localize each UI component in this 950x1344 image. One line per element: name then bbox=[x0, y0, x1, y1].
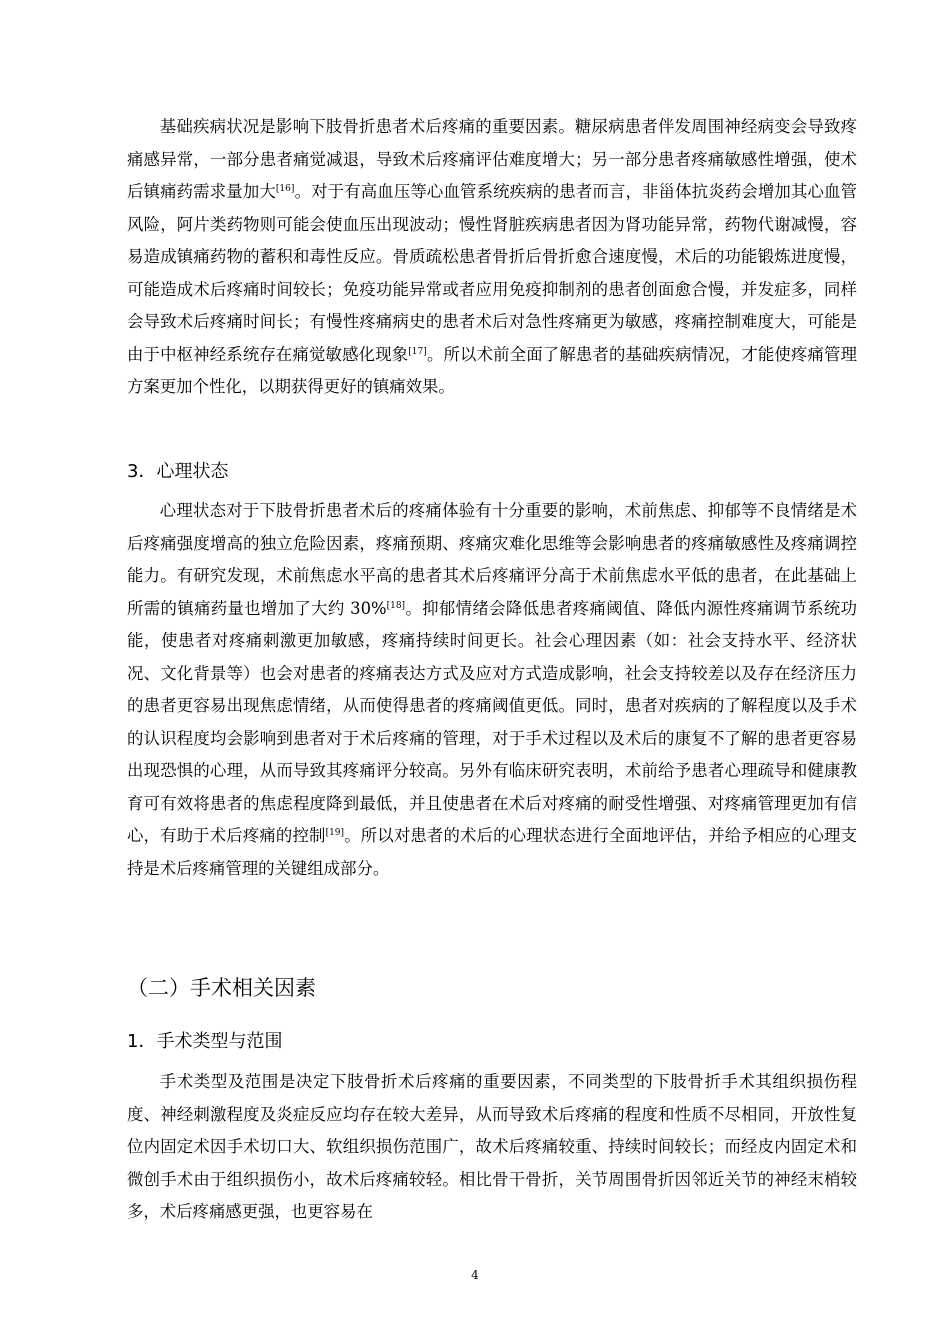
paragraph-text: 。所以对患者的术后的心理状态进行全面地评估，并给予相应的心理支持是术后疼痛管理的关键组成部分。 bbox=[127, 826, 857, 878]
paragraph-text: 。所以术前全面了解患者的基础疾病情况，才能使疼痛管理方案更加个性化，以期获得更好的镇痛效果。 bbox=[127, 344, 857, 396]
citation-16: [16] bbox=[275, 184, 295, 194]
paragraph-psychological-state bbox=[127, 495, 857, 885]
paragraph-text: 基础疾病状况是影响下肢骨折患者术后疼痛的重要因素。糖尿病患者伴发周围神经病变会导致疼痛感异常，一部分患者痛觉减退，导致术后疼痛评估难度增大；另一部分患者疼痛敏感性增强，使术后镇痛药需求量加大 bbox=[127, 117, 857, 201]
paragraph-text: 。对于有高血压等心血管系统疾病的患者而言，非甾体抗炎药会增加其心血管风险，阿片类药物则可能会使血压出现波动；慢性肾脏疾病患者因为肾功能异常，药物代谢减慢，容易造成镇痛药物的蓄积和毒性反应。骨质疏松患者骨折后骨折愈合速度慢，术后的功能锻炼进度慢，可能造成术后疼痛时间较长；免疫功能异常或者应用免疫抑制剂的患者创面愈合慢，并发症多，同样会导致术后疼痛时间长；有慢性疼痛病史的患者术后对急性疼痛更为敏感，疼痛控制难度大，可能是由于中枢神经系统存在痛觉敏感化现象 bbox=[127, 182, 857, 364]
paragraph-text: 心理状态对于下肢骨折患者术后的疼痛体验有十分重要的影响，术前焦虑、抑郁等不良情绪是术后疼痛强度增高的独立危险因素，疼痛预期、疼痛灾难化思维等会影响患者的疼痛敏感性及疼痛调控能力。有研究发现，术前焦虑水平高的患者其术后疼痛评分高于术前焦虑水平低的患者，在此基础上所需的镇痛药量也增加了大约 30% bbox=[127, 501, 857, 618]
paragraph-underlying-disease bbox=[127, 111, 857, 404]
heading-psychological-state: 3．心理状态 bbox=[127, 461, 229, 482]
heading-surgery-factors: （二）手术相关因素 bbox=[127, 976, 316, 1000]
paragraph-text: 。抑郁情绪会降低患者疼痛阈值、降低内源性疼痛调节系统功能，使患者对疼痛刺激更加敏感，疼痛持续时间更长。社会心理因素（如：社会支持水平、经济状况、文化背景等）也会对患者的疼痛表达方式及应对方式造成影响，社会支持较差以及存在经济压力的患者更容易出现焦虑情绪，从而使得患者的疼痛阈值更低。同时，患者对疾病的了解程度以及手术的认识程度均会影响到患者对于术后疼痛的管理，对于手术过程以及术后的康复不了解的患者更容易出现恐惧的心理，从而导致其疼痛评分较高。另外有临床研究表明，术前给予患者心理疏导和健康教育可有效将患者的焦虑程度降到最低，并且使患者在术后对疼痛的耐受性增强、对疼痛管理更加有信心，有助于术后疼痛的控制 bbox=[127, 598, 858, 845]
heading-surgery-type: 1．手术类型与范围 bbox=[127, 1031, 283, 1052]
citation-17: [17] bbox=[408, 346, 427, 357]
page-number: 4 bbox=[471, 1268, 479, 1282]
citation-19: [19] bbox=[325, 828, 345, 838]
citation-18: [18] bbox=[386, 600, 406, 611]
paragraph-surgery-type: 手术类型及范围是决定下肢骨折术后疼痛的重要因素，不同类型的下肢骨折手术其组织损伤程度、神经刺激程度及炎症反应均存在较大差异，从而导致术后疼痛的程度和性质不尽相同，开放性复位内固定术因手术切口大、软组织损伤范围广，故术后疼痛较重、持续时间较长；而经皮内固定术和微创手术由于组织损伤小，故术后疼痛较轻。相比骨干骨折，关节周围骨折因邻近关节的神经末梢较多，术后疼痛感更强，也更容易在 bbox=[127, 1072, 857, 1221]
